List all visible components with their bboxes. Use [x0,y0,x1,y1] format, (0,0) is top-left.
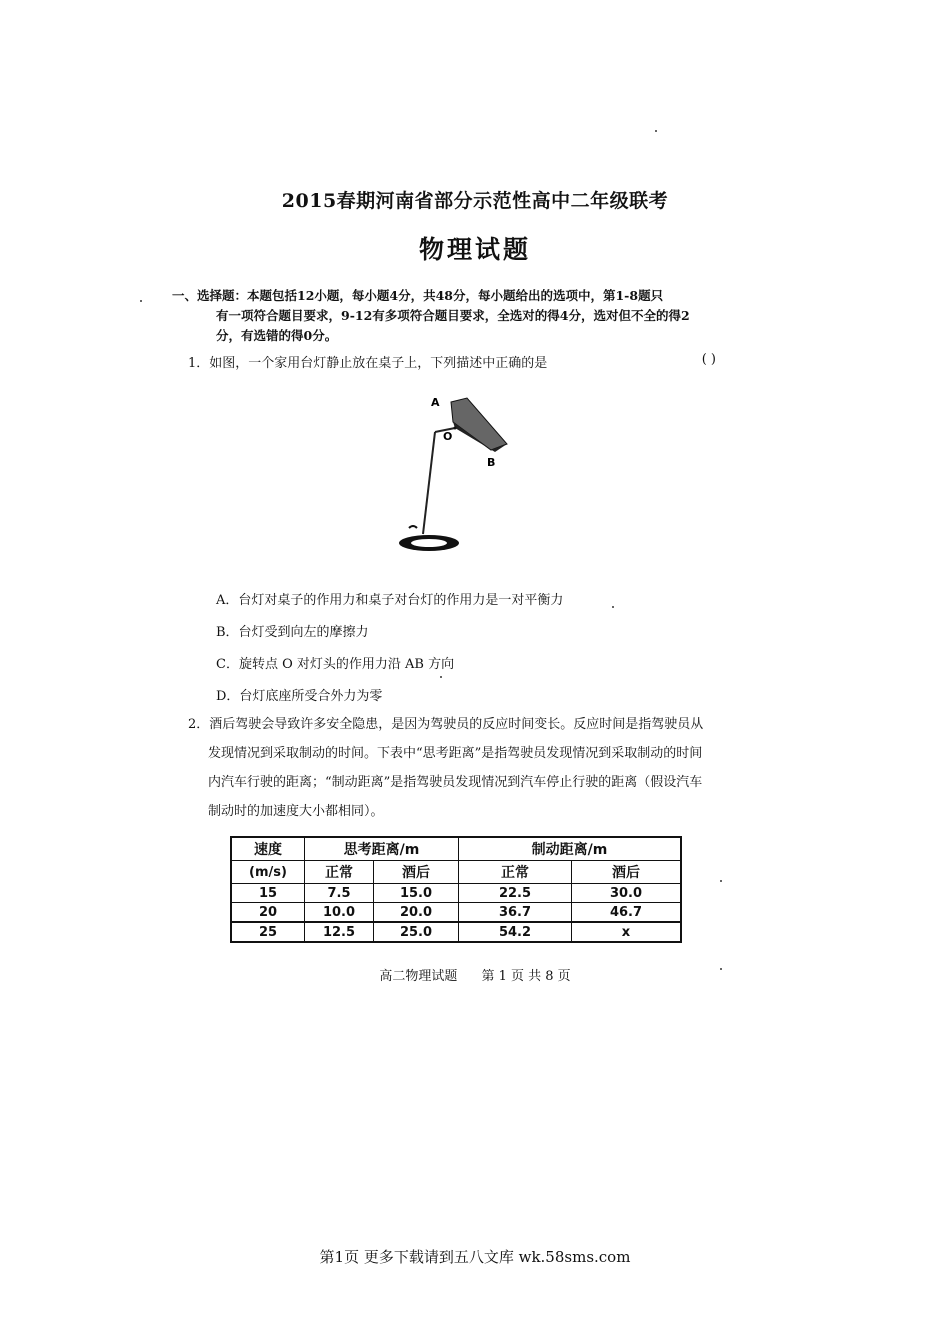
label-o: O [443,430,453,443]
table-cell: 20 [231,903,305,923]
table-cell: 30.0 [572,884,682,903]
table-row [231,903,681,923]
exam-title: 2015春期河南省部分示范性高中二年级联考 [281,190,669,212]
exam-subtitle: 物理试题 [418,235,531,264]
scan-speck [720,968,722,970]
table-row [231,922,681,942]
header-normal-2: 正常 [459,861,572,884]
table-cell: 22.5 [459,884,572,903]
table-header-row-1 [231,837,681,861]
q2-line-2: 发现情况到采取制动的时间。下表中“思考距离”是指驾驶员发现情况到采取制动的时间 [208,746,703,761]
header-speed: 速度 [231,837,305,861]
q1-option-c: C．旋转点 O 对灯头的作用力沿 AB 方向 [216,657,455,672]
question-2-stem [188,710,728,826]
header-drunk-2: 酒后 [572,861,682,884]
header-braking-distance: 制动距离/m [459,837,682,861]
header-thinking-distance: 思考距离/m [305,837,459,861]
table-cell: 20.0 [374,903,459,923]
scan-speck [140,300,142,302]
q2-line-1: 2．酒后驾驶会导致许多安全隐患，是因为驾驶员的反应时间变长。反应时间是指驾驶员从 [188,717,704,732]
q2-line-3: 内汽车行驶的距离；“制动距离”是指驾驶员发现情况到汽车停止行驶的距离（假设汽车 [208,775,703,790]
table-cell: 12.5 [305,922,374,942]
pivot-point [454,427,457,430]
table-cell: 25.0 [374,922,459,942]
table-cell: 46.7 [572,903,682,923]
section-instructions [172,286,728,346]
table-cell: 10.0 [305,903,374,923]
scan-speck [440,676,442,678]
table-row [231,884,681,903]
label-a: A [431,396,440,409]
page-footer [0,965,950,984]
table-cell: 15 [231,884,305,903]
lamp-pole [423,432,435,534]
download-footer: 第1页 更多下载请到五八文库 wk.58sms.com [319,1248,631,1266]
scan-speck [612,606,614,608]
header-normal-1: 正常 [305,861,374,884]
scan-speck [720,880,722,882]
header-speed-unit: (m/s) [231,861,305,884]
table-header-row-2 [231,861,681,884]
label-b: B [487,456,496,469]
section-line-3: 分，有选错的得0分。 [216,328,338,343]
scan-speck [655,130,657,132]
q2-line-4: 制动时的加速度大小都相同）。 [208,804,384,819]
q1-option-b: B．台灯受到向左的摩擦力 [216,625,369,640]
desk-lamp-figure [395,388,515,556]
table-cell: 36.7 [459,903,572,923]
table-cell: x [572,922,682,942]
q1-option-d: D．台灯底座所受合外力为零 [216,689,383,704]
section-heading: 一、选择题：本题包括12小题，每小题4分，共48分，每小题给出的选项中，第1-8题只 [172,288,664,303]
table-cell: 54.2 [459,922,572,942]
answer-parentheses: ( ) [701,352,716,367]
braking-distance-table [230,836,682,943]
header-drunk-1: 酒后 [374,861,459,884]
table-cell: 25 [231,922,305,942]
question-1-text: 1．如图，一个家用台灯静止放在桌子上，下列描述中正确的是 [188,356,548,371]
question-1-stem [188,352,728,371]
table-cell: 7.5 [305,884,374,903]
footer-page-number: 第 1 页 共 8 页 [481,969,571,984]
table-cell: 15.0 [374,884,459,903]
q1-option-a: A．台灯对桌子的作用力和桌子对台灯的作用力是一对平衡力 [216,593,564,608]
section-line-2: 有一项符合题目要求，9-12有多项符合题目要求，全选对的得4分，选对但不全的得2 [216,308,690,323]
footer-subject: 高二物理试题 [379,969,458,984]
